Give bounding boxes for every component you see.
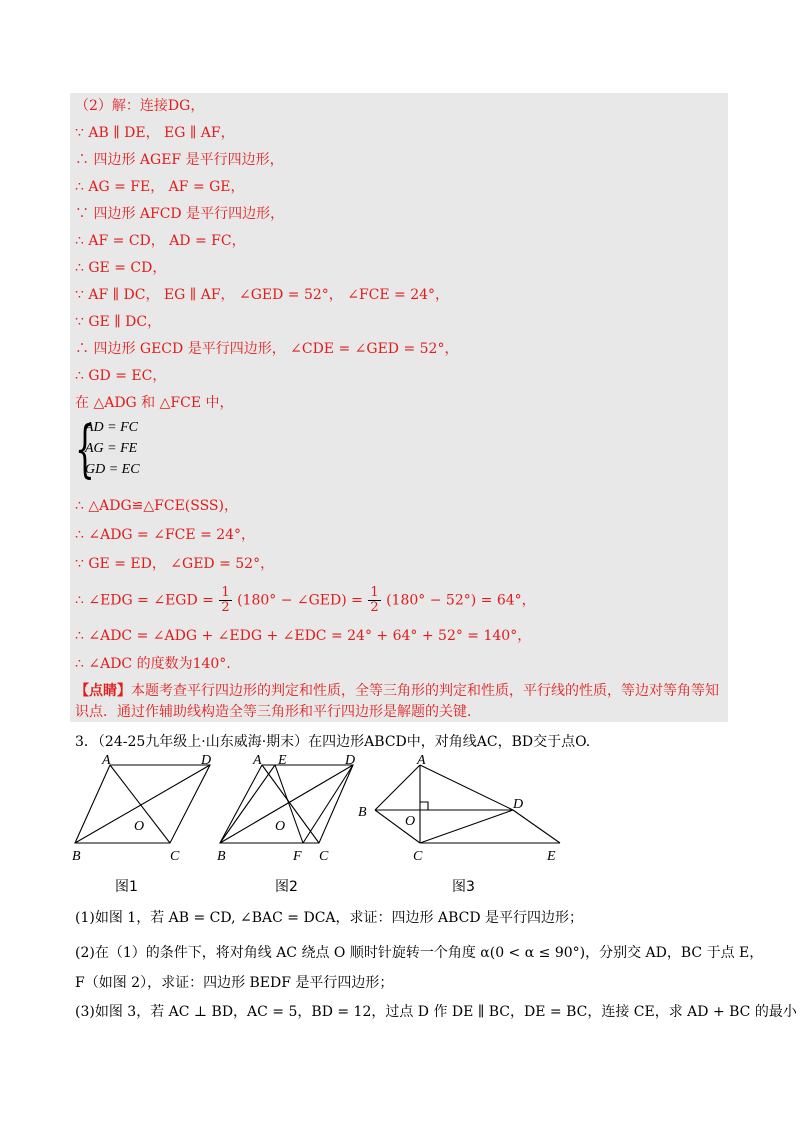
segment-de <box>513 810 560 843</box>
fraction-denominator: 2 <box>221 600 230 615</box>
point-label: A <box>102 755 111 768</box>
point-label: E <box>278 755 287 768</box>
system-row: AG = FE <box>85 441 138 456</box>
figure-3 <box>355 755 570 870</box>
segment-be <box>220 765 275 843</box>
fraction-numerator: 1 <box>370 585 379 600</box>
equation-part: ∴ ∠EDG = ∠EGD = <box>75 592 214 609</box>
solution-line: ∵ 四边形 AFCD 是平行四边形， <box>75 206 285 222</box>
point-label: D <box>201 755 212 768</box>
comment-line: 识点．通过作辅助线构造全等三角形和平行四边形是解题的关键． <box>75 704 481 720</box>
point-label: A <box>417 755 426 768</box>
point-label: D <box>513 797 524 812</box>
solution-line: ∴ AG = FE， AF = GE， <box>75 179 245 195</box>
solution-line: ∴ ∠ADC 的度数为140°. <box>75 656 231 672</box>
point-label: C <box>170 849 180 864</box>
point-label: C <box>413 849 423 864</box>
comment-tag: 【点睛】 <box>75 683 131 699</box>
solution-line: ∴ 四边形 AGEF 是平行四边形， <box>75 152 284 168</box>
fraction-half <box>368 586 380 615</box>
side-ad <box>420 765 513 810</box>
point-label: B <box>217 849 226 864</box>
side-dc <box>420 810 513 843</box>
figure-caption: 图2 <box>275 879 298 895</box>
problem-part-3: (3)如图 3，若 AC ⊥ BD，AC = 5，BD = 12，过点 D 作 DE ∥ BC，DE = BC，连接 CE，求 AD + BC 的最小 <box>75 1004 797 1020</box>
system-row: AD = FC <box>85 420 138 435</box>
solution-line: ∴ ∠ADG = ∠FCE = 24°， <box>75 527 256 543</box>
side-ab <box>375 765 420 810</box>
point-label: A <box>253 755 262 768</box>
point-label: C <box>319 849 329 864</box>
fraction-half <box>219 586 231 615</box>
figure-1 <box>70 755 220 870</box>
figure-2 <box>215 755 370 870</box>
fraction-equation-line <box>75 586 536 615</box>
solution-line: ∴ △ADG≌△FCE(SSS)， <box>75 498 238 514</box>
fraction-denominator: 2 <box>370 600 379 615</box>
problem-part-2: (2)在（1）的条件下，将对角线 AC 绕点 O 顺时针旋转一个角度 α(0 < α ≤ 90°)，分别交 AD，BC 于点 E， <box>75 945 764 961</box>
equation-part: (180° − 52°) = 64°， <box>386 592 536 609</box>
equation-part: (180° − ∠GED) = <box>237 592 363 609</box>
system-row: GD = EC <box>85 462 140 477</box>
point-label: B <box>358 805 367 820</box>
solution-line: ∴ ∠ADC = ∠ADG + ∠EDG + ∠EDC = 24° + 64° + 52° = 140°， <box>75 628 532 644</box>
left-brace-icon: { <box>75 412 95 485</box>
point-label: O <box>405 814 416 829</box>
point-label: O <box>134 819 145 834</box>
problem-part-1: (1)如图 1，若 AB = CD, ∠BAC = DCA，求证：四边形 ABCD 是平行四边形； <box>75 910 584 926</box>
solution-line: ∴ GE = CD， <box>75 260 167 276</box>
point-label: D <box>345 755 356 768</box>
solution-line: ∴ 四边形 GECD 是平行四边形， ∠CDE = ∠GED = 52°， <box>75 341 459 357</box>
point-label: E <box>547 849 556 864</box>
right-angle-icon <box>420 802 428 810</box>
problem-header: 3．（24-25九年级上·山东威海·期末）在四边形ABCD中，对角线AC，BD交于点O. <box>75 734 591 750</box>
equation-system <box>75 412 275 485</box>
solution-line: ∴ GD = EC， <box>75 368 167 384</box>
solution-line: ∵ AF ∥ DC， EG ∥ AF， ∠GED = 52°， ∠FCE = 24°， <box>75 287 450 303</box>
solution-line: ∵ GE = ED， ∠GED = 52°， <box>75 556 275 572</box>
segment-df <box>303 765 353 843</box>
comment-line <box>75 682 719 700</box>
comment-text: 本题考查平行四边形的判定和性质，全等三角形的判定和性质，平行线的性质，等边对等角等知 <box>131 683 719 699</box>
solution-line: 在 △ADG 和 △FCE 中， <box>75 395 234 411</box>
solution-line: ∵ AB ∥ DE， EG ∥ AF， <box>75 125 235 141</box>
diagonal-bd <box>220 765 353 843</box>
fraction-numerator: 1 <box>221 585 230 600</box>
problem-part-2-cont: F（如图 2），求证：四边形 BEDF 是平行四边形； <box>75 975 394 991</box>
figure-caption: 图1 <box>115 879 138 895</box>
solution-line: ∴ AF = CD， AD = FC， <box>75 233 246 249</box>
figure-caption: 图3 <box>452 879 475 895</box>
solution-line: ∵ GE ∥ DC， <box>75 314 162 330</box>
point-label: B <box>72 849 81 864</box>
point-label: F <box>293 849 302 864</box>
solution-line: （2）解：连接DG， <box>75 98 205 114</box>
point-label: O <box>275 819 286 834</box>
